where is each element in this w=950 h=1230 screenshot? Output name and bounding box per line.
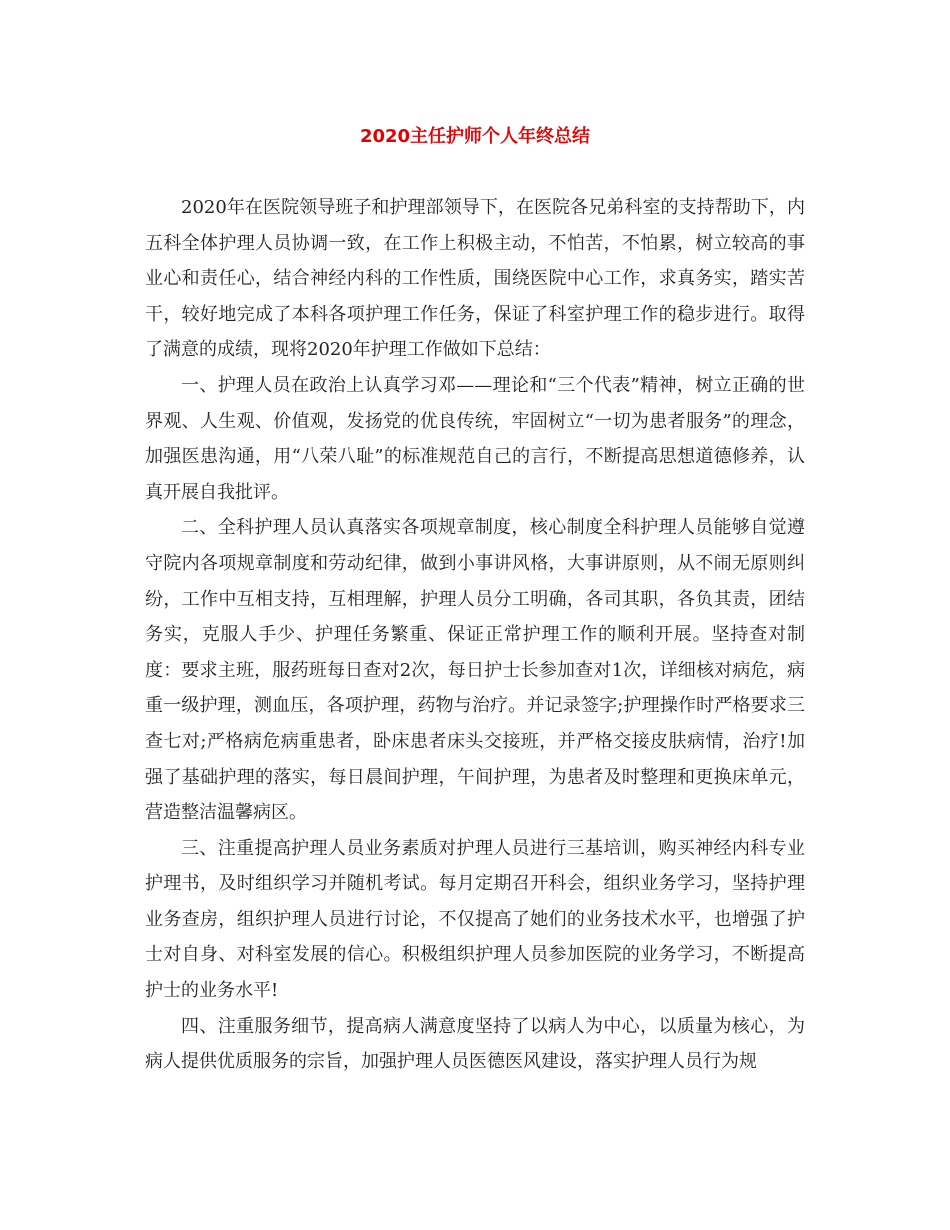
document-title: 2020主任护师个人年终总结	[359, 126, 591, 147]
paragraph-section-1: 一、护理人员在政治上认真学习邓——理论和“三个代表”精神，树立正确的世界观、人生观、价值观，发扬党的优良传统，牢固树立“一切为患者服务”的理念，加强医患沟通，用“八荣八耻”的标准规范自己的言行，不断提高思想道德修养，认真开展自我批评。	[145, 374, 805, 503]
paragraph-section-4: 四、注重服务细节，提高病人满意度坚持了以病人为中心，以质量为核心，为病人提供优质服务的宗旨，加强护理人员医德医风建设，落实护理人员行为规	[145, 1015, 805, 1073]
paragraph-section-3: 三、注重提高护理人员业务素质对护理人员进行三基培训，购买神经内科专业护理书，及时组织学习并随机考试。每月定期召开科会，组织业务学习，坚持护理业务查房，组织护理人员进行讨论，不仅提高了她们的业务技术水平，也增强了护士对自身、对科室发展的信心。积极组织护理人员参加医院的业务学习，不断提高护士的业务水平!	[145, 837, 805, 1002]
document-body	[145, 190, 805, 1080]
paragraph-intro: 2020年在医院领导班子和护理部领导下，在医院各兄弟科室的支持帮助下，内五科全体护理人员协调一致，在工作上积极主动，不怕苦，不怕累，树立较高的事业心和责任心，结合神经内科的工作性质，围绕医院中心工作，求真务实，踏实苦干，较好地完成了本科各项护理工作任务，保证了科室护理工作的稳步进行。取得了满意的成绩，现将2020年护理工作做如下总结：	[145, 197, 805, 361]
paragraph-section-2: 二、全科护理人员认真落实各项规章制度，核心制度全科护理人员能够自觉遵守院内各项规章制度和劳动纪律，做到小事讲风格，大事讲原则，从不闹无原则纠纷，工作中互相支持，互相理解，护理人员分工明确，各司其职，各负其责，团结务实，克服人手少、护理任务繁重、保证正常护理工作的顺利开展。坚持查对制度：要求主班，服药班每日查对2次，每日护士长参加查对1次，详细核对病危，病重一级护理，测血压，各项护理，药物与治疗。并记录签字;护理操作时严格要求三查七对;严格病危病重患者，卧床患者床头交接班，并严格交接皮肤病情，治疗!加强了基础护理的落实，每日晨间护理，午间护理，为患者及时整理和更换床单元，营造整洁温馨病区。	[145, 517, 805, 824]
